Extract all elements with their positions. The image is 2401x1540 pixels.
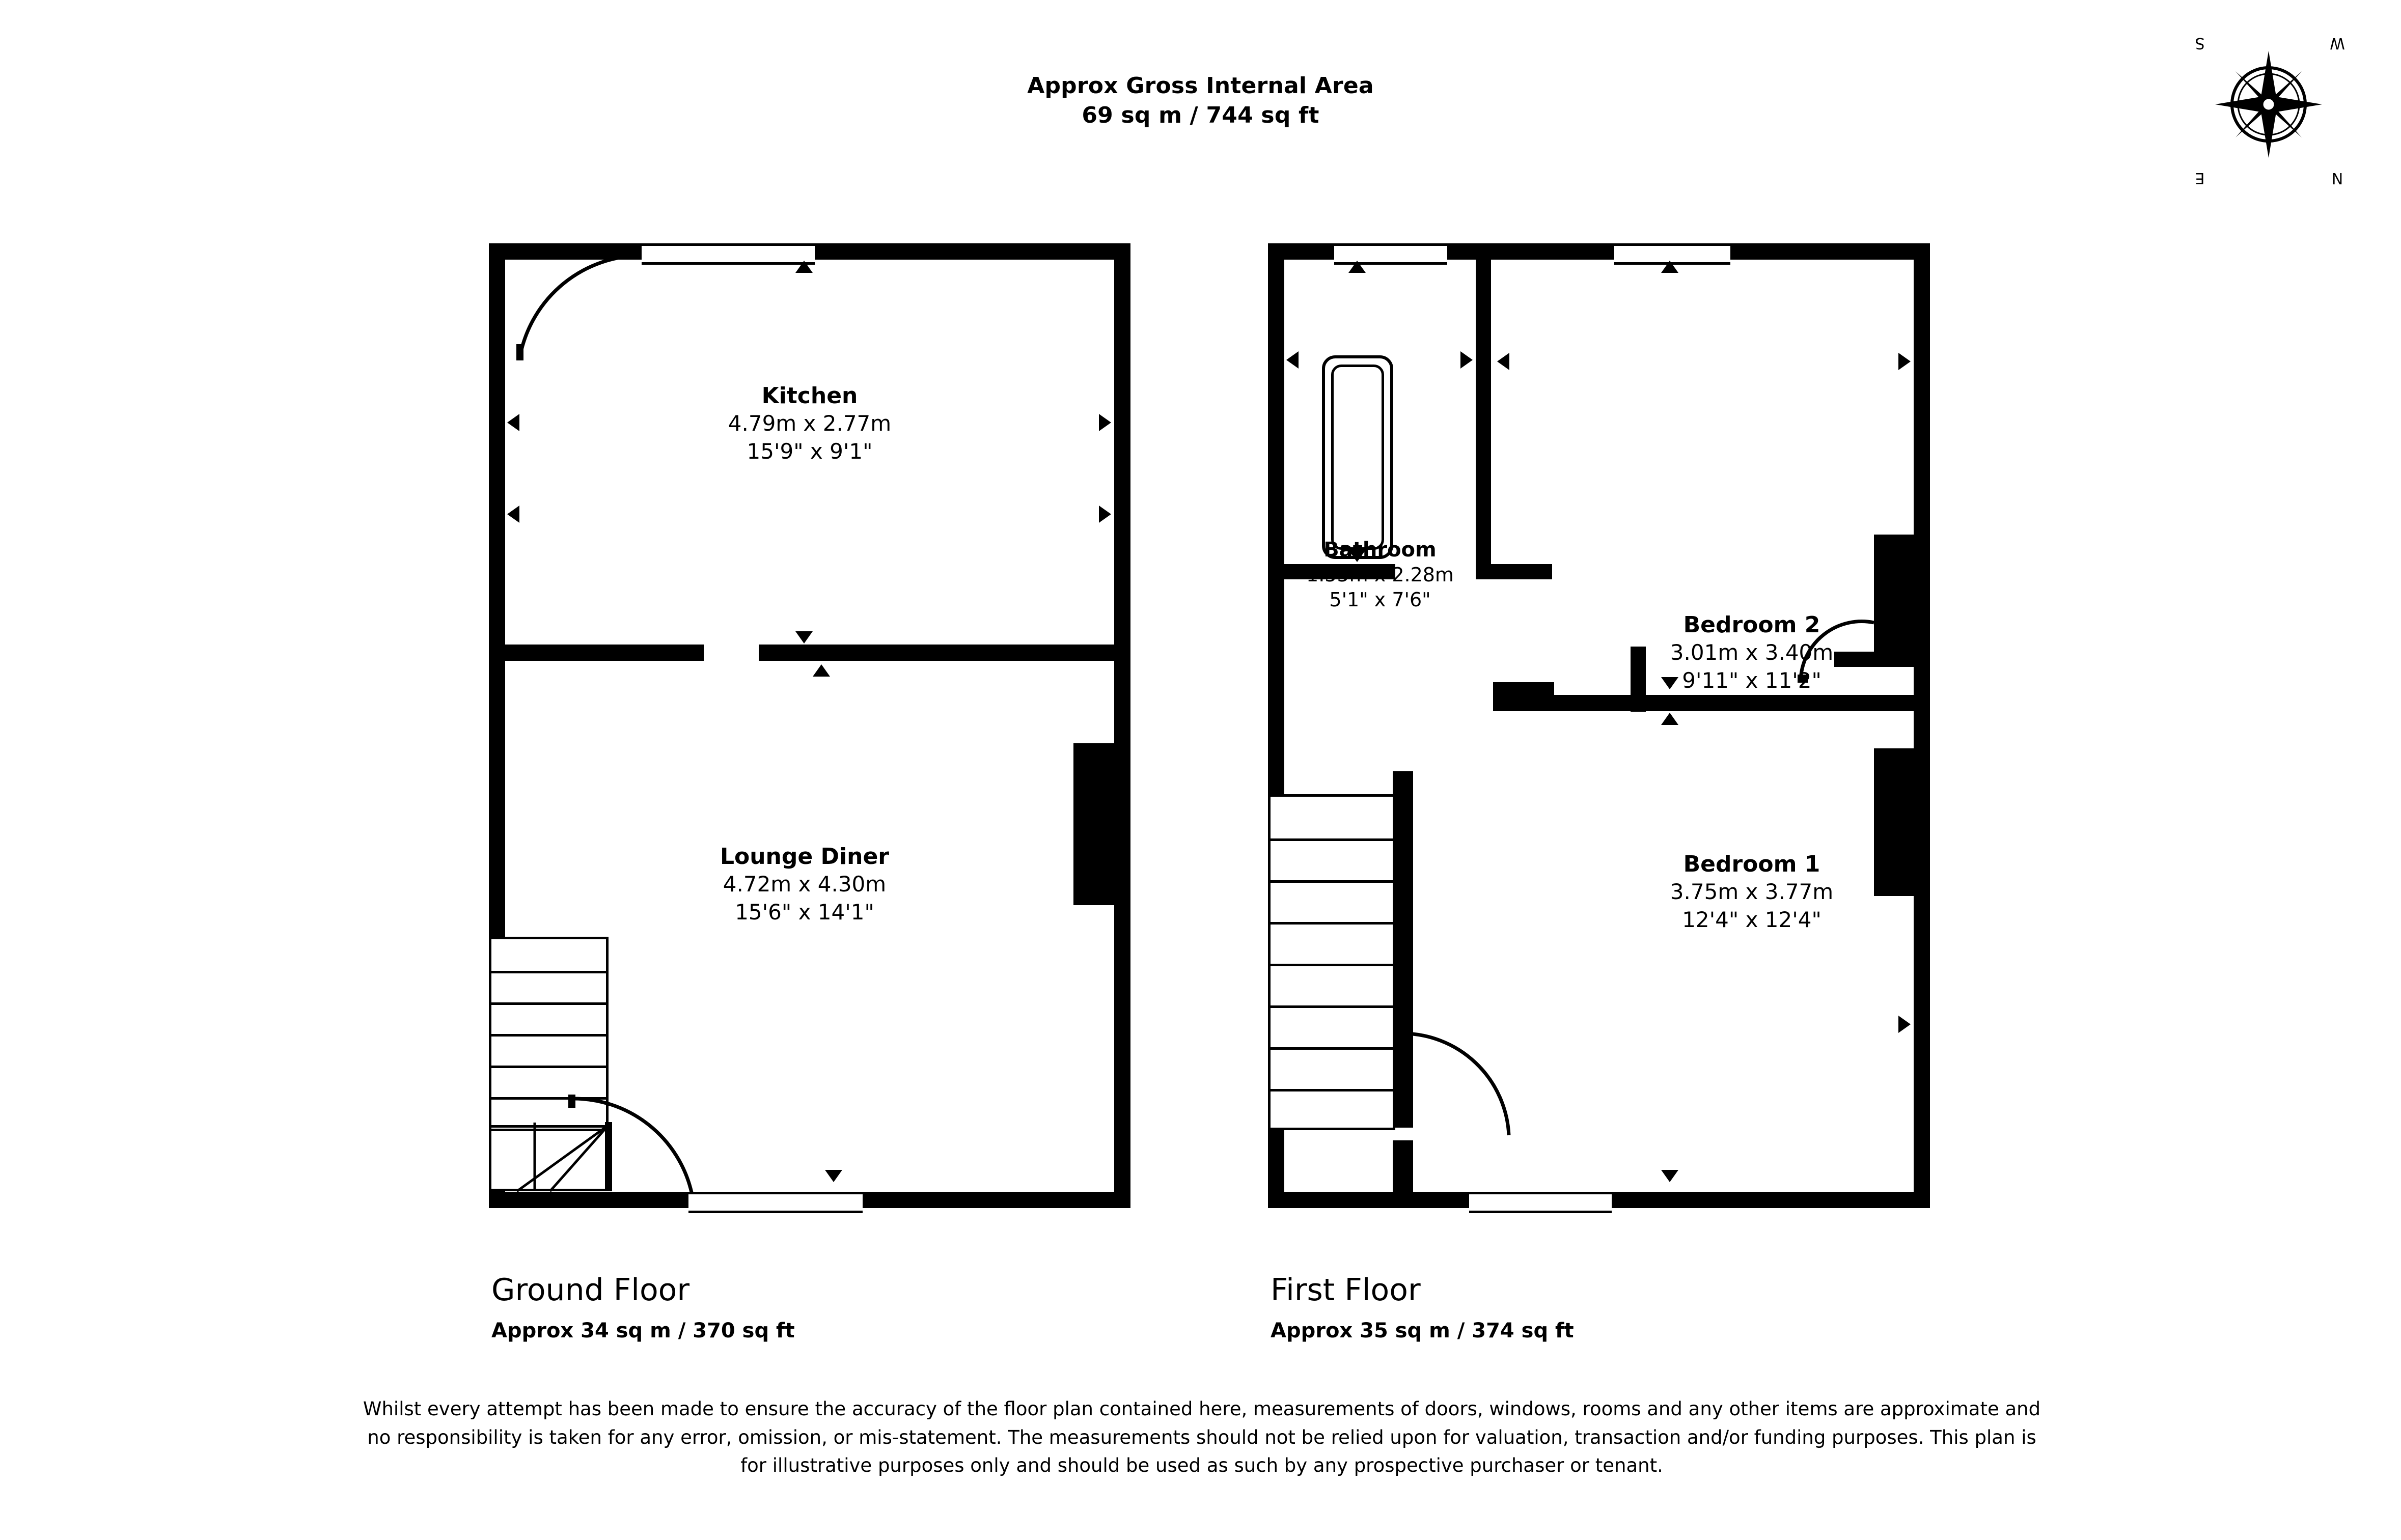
dim-arrow-kitchen-south [795,631,813,643]
first-floor-name: First Floor [1271,1272,1421,1308]
wall-ground-right [1114,243,1130,1208]
compass-rose-icon [2185,20,2353,188]
door-jamb-bedroom1 [1393,1140,1413,1208]
dim-arrow-kitchen-west [507,414,519,431]
door-kitchen-rear [514,253,647,365]
first-floor-caption [1271,1273,1574,1342]
room-label-bedroom-2: Bedroom 2 3.01m x 3.40m 9'11" x 11'2" [1670,612,1834,693]
chimney-breast-lounge [1073,743,1115,905]
wall-landing-stub-left [1493,682,1554,711]
wall-landing-bedroom1 [1493,695,1930,711]
compass-label-s: S [2195,34,2205,52]
room-label-kitchen: Kitchen 4.79m x 2.77m 15'9" x 9'1" [728,383,892,464]
dim-arrow-lounge-west [507,506,519,523]
plan-header [0,71,2401,130]
dim-arrow-kitchen-north [795,261,813,273]
door-lounge-front [565,1095,698,1196]
dim-arrow-bathroom-south [1348,550,1366,562]
ground-floor-caption [491,1273,795,1342]
dim-arrow-bathroom-west [1286,351,1299,369]
compass-label-e: E [2195,169,2205,187]
bathtub-fixture [1322,355,1393,559]
dim-arrow-bathroom-east [1460,351,1473,369]
dim-arrow-bedroom1-south [1661,1170,1678,1182]
compass-label-n: N [2331,169,2343,187]
window-bedroom1-front [1469,1192,1612,1213]
ground-floor-plan [489,234,1156,1212]
dim-arrow-bedroom1-east [1898,1016,1911,1033]
window-kitchen-rear [642,243,815,265]
wall-bathroom-right [1476,243,1491,579]
window-lounge-front [688,1192,863,1213]
wall-first-right [1914,243,1930,1208]
room-label-bathroom: Bathroom 1.55m x 2.28m 5'1" x 7'6" [1306,538,1454,611]
dim-arrow-lounge-east [1099,506,1111,523]
staircase-first [1268,794,1395,1130]
compass-label-w: W [2330,34,2345,52]
dim-arrow-bathroom-north [1348,261,1366,273]
door-bedroom1 [1398,1028,1515,1140]
wall-kitchen-lounge-left [489,645,704,661]
dim-arrow-bedroom2-east [1898,353,1911,370]
dim-arrow-bedroom2-south [1661,677,1678,689]
dim-arrow-bedroom2-west [1497,353,1509,370]
dim-arrow-kitchen-east [1099,414,1111,431]
first-floor-plan [1268,234,1940,1212]
dim-arrow-lounge-north [813,664,830,677]
gross-area-value: 69 sq m / 744 sq ft [1082,102,1319,129]
ground-floor-area: Approx 34 sq m / 370 sq ft [491,1319,795,1342]
ground-floor-name: Ground Floor [491,1272,690,1308]
first-floor-area: Approx 35 sq m / 374 sq ft [1271,1319,1574,1342]
room-label-lounge-diner: Lounge Diner 4.72m x 4.30m 15'6" x 14'1" [720,844,890,925]
room-label-bedroom-1: Bedroom 1 3.75m x 3.77m 12'4" x 12'4" [1670,851,1834,932]
disclaimer-text: Whilst every attempt has been made to ensure the accuracy of the floor plan contained here, measurements of doors, windows, rooms and any other items are approximate and no responsibility is taken for any error, omission, or mis-statement. The measurements should not be relied upon for valuation, transaction and/or funding purposes. This plan is for illustrative purposes only and should be used as such by any prospective purchaser or tenant. [363,1398,2041,1476]
dim-arrow-bedroom2-north [1661,261,1678,273]
dim-arrow-bedroom1-north [1661,713,1678,725]
wall-kitchen-lounge-right [759,645,1130,661]
gross-area-title: Approx Gross Internal Area [1027,73,1374,99]
dim-arrow-lounge-south [825,1170,842,1182]
